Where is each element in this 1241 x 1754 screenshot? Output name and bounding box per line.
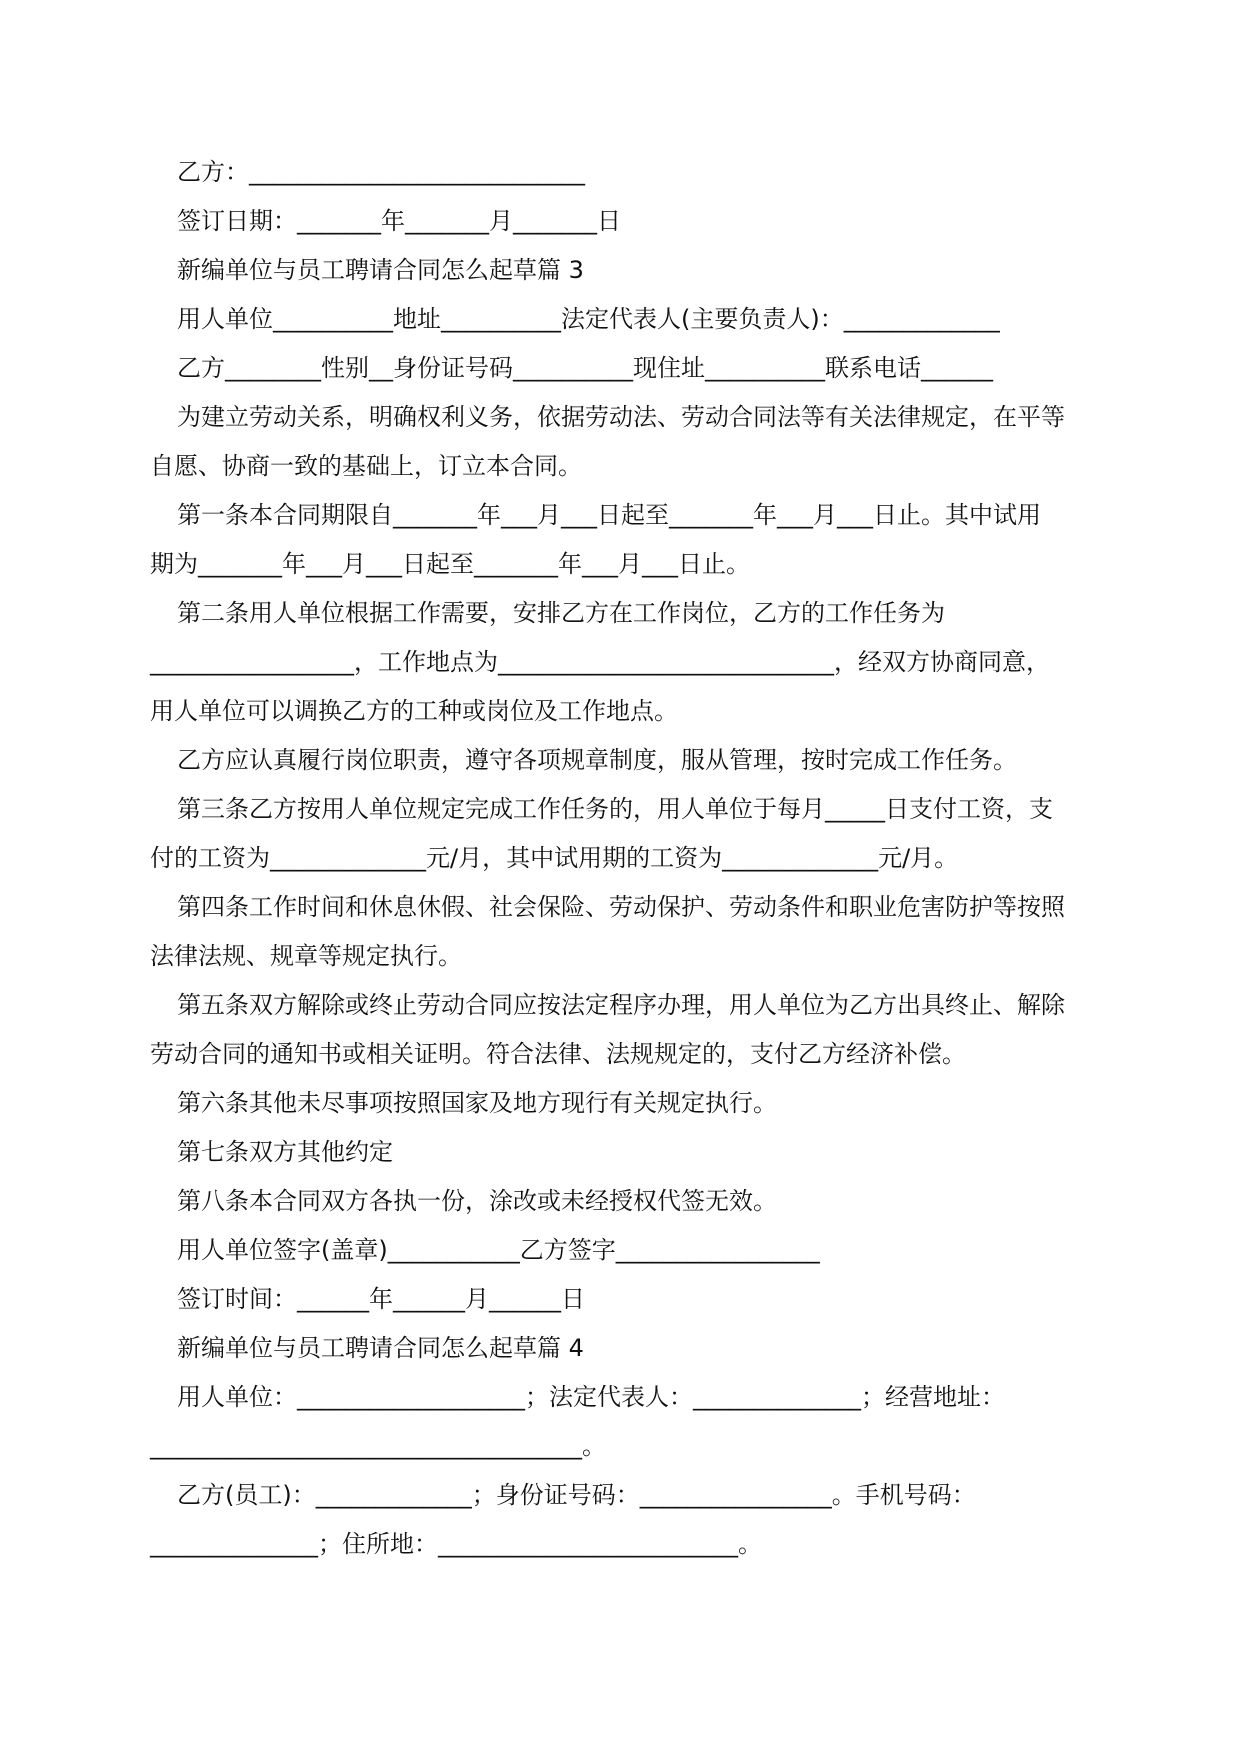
employee-info-line: 乙方________性别__身份证号码__________现住址__________联系电话______ [177, 354, 993, 382]
article-6-line: 第六条其他未尽事项按照国家及地方现行有关规定执行。 [177, 1089, 777, 1117]
section-heading-4: 新编单位与员工聘请合同怎么起草篇 4 [177, 1334, 584, 1362]
section-heading-3: 新编单位与员工聘请合同怎么起草篇 3 [177, 256, 584, 284]
article-5-line-2: 劳动合同的通知书或相关证明。符合法律、法规规定的，支付乙方经济补偿。 [150, 1040, 966, 1068]
employee-details-line-2: ______________；住所地：_________________________。 [150, 1530, 762, 1558]
employer-details-line-1: 用人单位：___________________；法定代表人：______________；经营地址： [177, 1383, 1005, 1411]
preamble-line-1: 为建立劳动关系，明确权利义务，依据劳动法、劳动合同法等有关法律规定，在平等 [177, 403, 1065, 431]
article-2-line-3: 用人单位可以调换乙方的工种或岗位及工作地点。 [150, 697, 678, 725]
signature-line: 用人单位签字(盖章)___________乙方签字_________________ [177, 1236, 820, 1264]
preamble-line-2: 自愿、协商一致的基础上，订立本合同。 [150, 452, 582, 480]
article-4-line-2: 法律法规、规章等规定执行。 [150, 942, 462, 970]
article-2-line-1: 第二条用人单位根据工作需要，安排乙方在工作岗位，乙方的工作任务为 [177, 599, 945, 627]
employee-details-line-1: 乙方(员工)：_____________；身份证号码：________________。手机号码： [177, 1481, 976, 1509]
signing-time-line: 签订时间：______年______月______日 [177, 1285, 585, 1313]
employer-details-line-2: ____________________________________。 [150, 1432, 606, 1460]
signing-date-line: 签订日期：_______年_______月_______日 [177, 207, 621, 235]
article-8-line: 第八条本合同双方各执一份，涂改或未经授权代签无效。 [177, 1187, 777, 1215]
duties-line: 乙方应认真履行岗位职责，遵守各项规章制度，服从管理，按时完成工作任务。 [177, 746, 1017, 774]
contract-document [150, 148, 1100, 1569]
article-4-line-1: 第四条工作时间和休息休假、社会保险、劳动保护、劳动条件和职业危害防护等按照 [177, 893, 1065, 921]
party-b-line: 乙方：____________________________ [177, 158, 585, 186]
article-7-line: 第七条双方其他约定 [177, 1138, 393, 1166]
article-2-line-2: _________________，工作地点为____________________________，经双方协商同意， [150, 648, 1050, 676]
article-1-line-2: 期为_______年___月___日起至_______年___月___日止。 [150, 550, 750, 578]
article-3-line-1: 第三条乙方按用人单位规定完成工作任务的，用人单位于每月_____日支付工资，支 [177, 795, 1053, 823]
article-1-line-1: 第一条本合同期限自_______年___月___日起至_______年___月___日止。其中试用 [177, 501, 1041, 529]
employer-info-line: 用人单位__________地址__________法定代表人(主要负责人)：_____________ [177, 305, 1000, 333]
article-3-line-2: 付的工资为_____________元/月，其中试用期的工资为_____________元/月。 [150, 844, 959, 872]
article-5-line-1: 第五条双方解除或终止劳动合同应按法定程序办理，用人单位为乙方出具终止、解除 [177, 991, 1065, 1019]
